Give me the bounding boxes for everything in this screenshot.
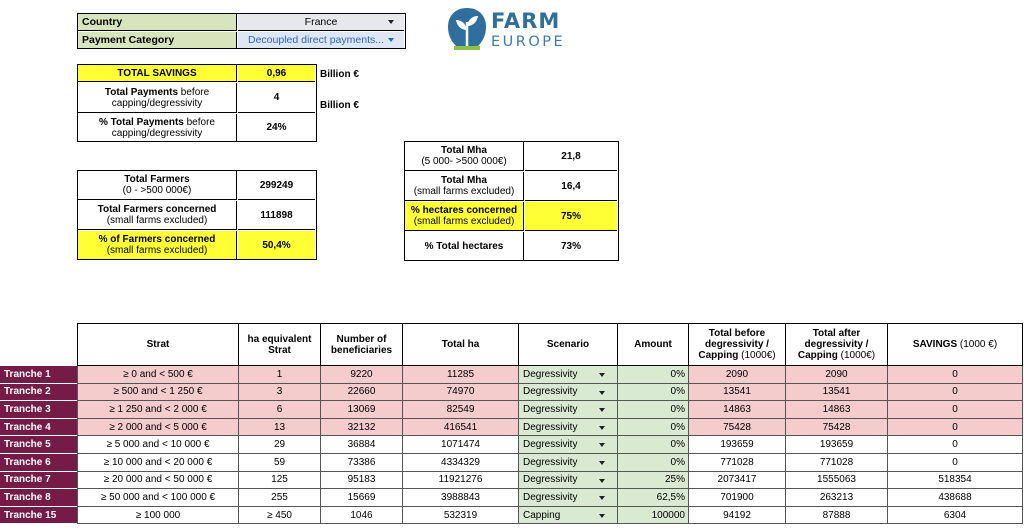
tranche-label: Tranche 6 (0, 454, 77, 472)
chevron-down-icon (599, 461, 605, 465)
total-ha-cell: 532319 (403, 506, 519, 524)
ha-cell: 3 (239, 383, 321, 401)
header-beneficiaries: Number of beneficiaries (321, 324, 403, 366)
savings-cell: 0 (888, 383, 1023, 401)
country-label: Country (78, 14, 237, 31)
scenario-dropdown[interactable] (519, 436, 618, 454)
tranche-table (77, 323, 1023, 524)
pct-farmers-value: 50,4% (238, 231, 315, 259)
total-ha-cell: 82549 (403, 401, 519, 419)
table-row (78, 489, 1023, 507)
scenario-dropdown[interactable] (519, 453, 618, 471)
amount-input[interactable]: 0% (618, 436, 689, 454)
chevron-down-icon (599, 426, 605, 430)
before-cell: 2073417 (689, 471, 786, 489)
savings-cell: 0 (888, 453, 1023, 471)
after-cell: 2090 (786, 366, 888, 384)
pct-total-hectares-value: 73% (560, 240, 581, 252)
chevron-down-icon (599, 514, 605, 518)
header-amount: Amount (618, 324, 689, 366)
header-scenario: Scenario (519, 324, 618, 366)
ha-cell: 255 (239, 489, 321, 507)
amount-input[interactable]: 0% (618, 366, 689, 384)
before-cell: 75428 (689, 418, 786, 436)
beneficiaries-cell: 22660 (321, 383, 403, 401)
pct-total-hectares-label: % Total hectares (405, 232, 524, 260)
chevron-down-icon (599, 496, 605, 500)
before-cell: 14863 (689, 401, 786, 419)
total-ha-cell: 3988843 (403, 489, 519, 507)
after-cell: 75428 (786, 418, 888, 436)
tranche-label: Tranche 2 (0, 384, 77, 402)
beneficiaries-cell: 73386 (321, 453, 403, 471)
scenario-value: Degressivity (523, 368, 578, 380)
scenario-dropdown[interactable] (519, 383, 618, 401)
after-cell: 13541 (786, 383, 888, 401)
total-ha-cell: 74970 (403, 383, 519, 401)
savings-cell: 518354 (888, 471, 1023, 489)
savings-cell: 0 (888, 436, 1023, 454)
total-farmers-value: 299249 (238, 171, 315, 200)
total-ha-cell: 416541 (403, 418, 519, 436)
total-mha-label: Total Mha (5 000- >500 000€) (405, 142, 524, 171)
amount-input[interactable]: 0% (618, 453, 689, 471)
pct-farmers-label: % of Farmers concerned (small farms excluded) (78, 231, 237, 259)
scenario-dropdown[interactable] (519, 418, 618, 436)
total-ha-cell: 11921276 (403, 471, 519, 489)
farmers-concerned-label: Total Farmers concerned (small farms excluded) (78, 201, 237, 230)
table-row (78, 436, 1023, 454)
header-total-ha: Total ha (403, 324, 519, 366)
table-row (78, 471, 1023, 489)
after-cell: 263213 (786, 489, 888, 507)
scenario-dropdown[interactable] (519, 506, 618, 524)
country-value: France (304, 15, 338, 28)
scenario-value: Degressivity (523, 439, 578, 451)
beneficiaries-cell: 15669 (321, 489, 403, 507)
chevron-down-icon (599, 443, 605, 447)
before-cell: 13541 (689, 383, 786, 401)
total-ha-cell: 11285 (403, 366, 519, 384)
total-ha-cell: 1071474 (403, 436, 519, 454)
chevron-down-icon (599, 408, 605, 412)
ha-cell: 29 (239, 436, 321, 454)
chevron-down-icon (388, 20, 394, 24)
header-ha-equivalent: ha equivalent Strat (239, 324, 321, 366)
amount-input[interactable]: 0% (618, 418, 689, 436)
before-cell: 771028 (689, 453, 786, 471)
pct-payments-label: % Total Payments before capping/degressivity (78, 114, 237, 141)
total-mha-value: 21,8 (525, 142, 617, 171)
scenario-value: Degressivity (523, 456, 578, 468)
total-farmers-label: Total Farmers (0 - >500 000€) (78, 171, 237, 200)
savings-cell: 6304 (888, 506, 1023, 524)
scenario-value: Degressivity (523, 421, 578, 433)
beneficiaries-cell: 9220 (321, 366, 403, 384)
chevron-down-icon (388, 38, 394, 42)
after-cell: 87888 (786, 506, 888, 524)
strat-cell: ≥ 2 000 and < 5 000 € (78, 418, 239, 436)
amount-input[interactable]: 100000 (618, 506, 689, 524)
ha-cell: 13 (239, 418, 321, 436)
total-mha-excluded-value: 16,4 (525, 172, 617, 201)
ha-cell: 59 (239, 453, 321, 471)
ha-cell: 1 (239, 366, 321, 384)
savings-cell: 438688 (888, 489, 1023, 507)
tranche-label: Tranche 1 (0, 366, 77, 384)
tranche-label: Tranche 8 (0, 489, 77, 507)
table-row (78, 506, 1023, 524)
payment-category-label: Payment Category (78, 32, 237, 48)
chevron-down-icon (599, 373, 605, 377)
strat-cell: ≥ 10 000 and < 20 000 € (78, 453, 239, 471)
after-cell: 771028 (786, 453, 888, 471)
chevron-down-icon (599, 391, 605, 395)
beneficiaries-cell: 1046 (321, 506, 403, 524)
header-total-before: Total before degressivity / Capping (1000€) (689, 324, 786, 366)
table-row (78, 383, 1023, 401)
chevron-down-icon (599, 479, 605, 483)
before-cell: 2090 (689, 366, 786, 384)
sprout-icon (446, 6, 488, 50)
scenario-dropdown[interactable] (519, 471, 618, 489)
scenario-value: Degressivity (523, 491, 578, 503)
tranche-label: Tranche 7 (0, 472, 77, 490)
beneficiaries-cell: 13069 (321, 401, 403, 419)
scenario-dropdown[interactable] (519, 366, 618, 384)
savings-cell: 0 (888, 401, 1023, 419)
savings-cell: 0 (888, 366, 1023, 384)
ha-cell: ≥ 450 (239, 506, 321, 524)
country-dropdown[interactable] (238, 14, 404, 31)
payment-category-dropdown[interactable] (238, 32, 404, 48)
before-cell: 193659 (689, 436, 786, 454)
beneficiaries-cell: 36884 (321, 436, 403, 454)
before-cell: 94192 (689, 506, 786, 524)
header-strat: Strat (78, 324, 239, 366)
amount-input[interactable]: 25% (618, 471, 689, 489)
scenario-value: Capping (523, 509, 561, 521)
table-row (78, 366, 1023, 384)
farmers-concerned-value: 111898 (238, 201, 315, 230)
pct-payments-value: 24% (266, 122, 287, 133)
table-row (78, 401, 1023, 419)
payment-category-value: Decoupled direct payments... (248, 33, 384, 46)
scenario-value: Degressivity (523, 403, 578, 415)
logo-europe-text: EUROPE (491, 34, 566, 50)
total-mha-excluded-label: Total Mha (small farms excluded) (405, 172, 524, 201)
pct-hectares-label: % hectares concerned (small farms excluded) (405, 202, 524, 231)
strat-cell: ≥ 0 and < 500 € (78, 366, 239, 384)
scenario-dropdown[interactable] (519, 489, 618, 507)
header-savings: SAVINGS (1000 €) (888, 324, 1023, 366)
savings-cell: 0 (888, 418, 1023, 436)
after-cell: 14863 (786, 401, 888, 419)
total-payments-label: Total Payments before capping/degressivity (78, 83, 237, 113)
beneficiaries-cell: 95183 (321, 471, 403, 489)
strat-cell: ≥ 1 250 and < 2 000 € (78, 401, 239, 419)
before-cell: 701900 (689, 489, 786, 507)
beneficiaries-cell: 32132 (321, 418, 403, 436)
ha-cell: 125 (239, 471, 321, 489)
strat-cell: ≥ 100 000 (78, 506, 239, 524)
strat-cell: ≥ 500 and < 1 250 € (78, 383, 239, 401)
ha-cell: 6 (239, 401, 321, 419)
table-row (78, 453, 1023, 471)
logo-farm-text: FARM (491, 9, 561, 33)
tranche-label: Tranche 3 (0, 401, 77, 419)
scenario-value: Degressivity (523, 386, 578, 398)
strat-cell: ≥ 20 000 and < 50 000 € (78, 471, 239, 489)
total-payments-value: 4 (238, 83, 315, 113)
tranche-label: Tranche 5 (0, 436, 77, 454)
table-row (78, 418, 1023, 436)
tranche-label: Tranche 15 (0, 507, 77, 525)
amount-input[interactable]: 0% (618, 401, 689, 419)
strat-cell: ≥ 50 000 and < 100 000 € (78, 489, 239, 507)
scenario-dropdown[interactable] (519, 401, 618, 419)
strat-cell: ≥ 5 000 and < 10 000 € (78, 436, 239, 454)
total-savings-value: 0,96 (238, 65, 315, 82)
amount-input[interactable]: 62,5% (618, 489, 689, 507)
total-savings-label: TOTAL SAVINGS (78, 65, 237, 82)
amount-input[interactable]: 0% (618, 383, 689, 401)
total-ha-cell: 4334329 (403, 453, 519, 471)
after-cell: 193659 (786, 436, 888, 454)
tranche-label: Tranche 4 (0, 419, 77, 437)
farm-europe-logo (446, 6, 576, 52)
after-cell: 1555063 (786, 471, 888, 489)
pct-hectares-value: 75% (525, 202, 617, 231)
unit-billion-2: Billion € (320, 100, 359, 111)
table-header-row (78, 324, 1023, 366)
scenario-value: Degressivity (523, 474, 578, 486)
unit-billion-1: Billion € (320, 69, 359, 80)
header-total-after: Total after degressivity / Capping (1000€) (786, 324, 888, 366)
